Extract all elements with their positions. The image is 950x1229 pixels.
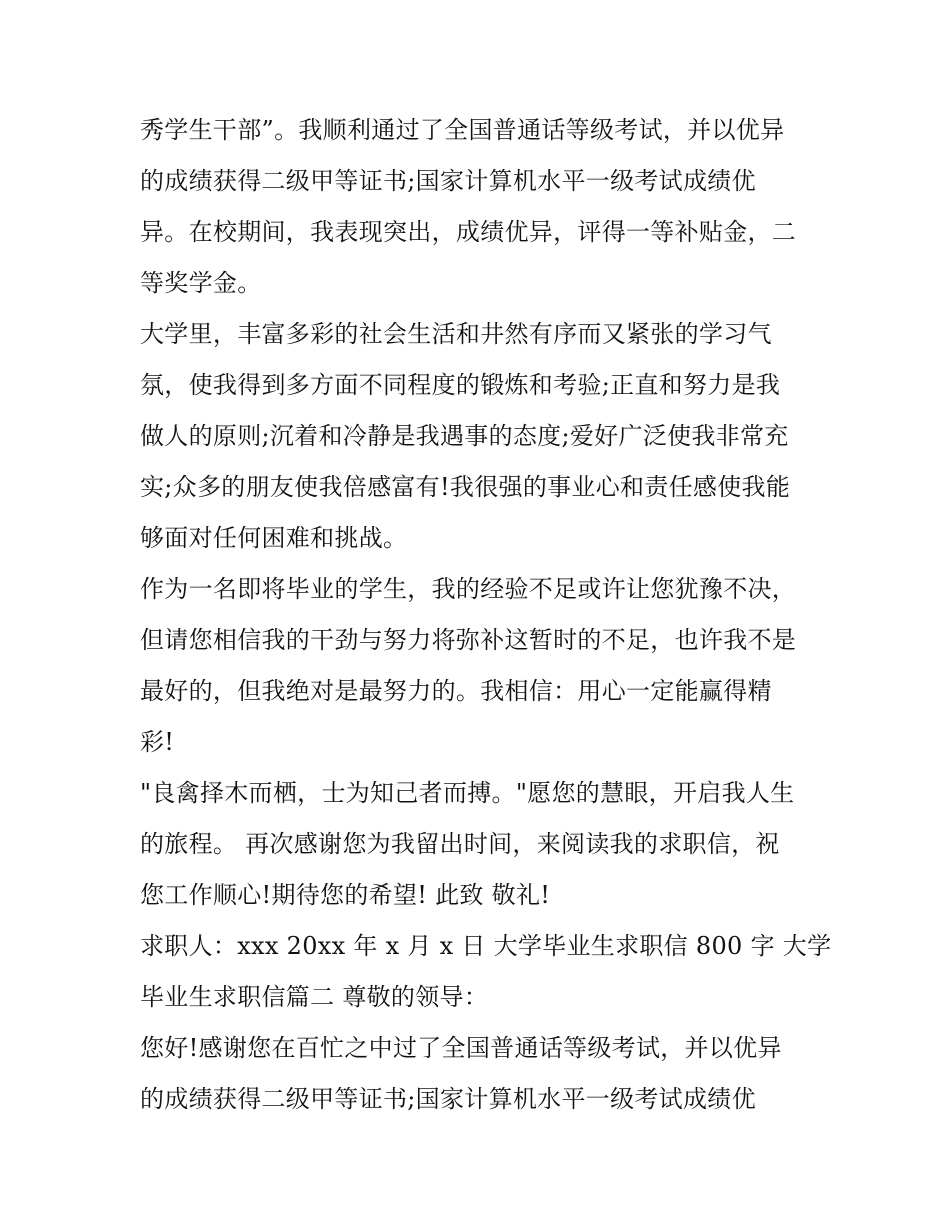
text-line: 但请您相信我的干劲与努力将弥补这暂时的不足，也许我不是 xyxy=(140,626,797,654)
text-line: 彩! xyxy=(140,728,175,756)
text-line: 您好!感谢您在百忙之中过了全国普通话等级考试，并以优异 xyxy=(140,1034,782,1062)
document-body xyxy=(140,105,832,1125)
text-line: 求职人：xxx 20xx 年 x 月 x 日 大学毕业生求职信 800 字 大学 xyxy=(140,932,832,960)
text-line: 做人的原则;沉着和冷静是我遇事的态度;爱好广泛使我非常充 xyxy=(140,422,789,450)
text-line: 的旅程。 再次感谢您为我留出时间，来阅读我的求职信，祝 xyxy=(140,830,780,858)
text-line: 异。在校期间，我表现突出，成绩优异，评得一等补贴金，二 xyxy=(140,218,797,246)
text-line: 实;众多的朋友使我倍感富有!我很强的事业心和责任感使我能 xyxy=(140,473,791,501)
text-line: "良禽择木而栖，士为知己者而搏。"愿您的慧眼，开启我人生 xyxy=(140,779,795,807)
text-line: 毕业生求职信篇二 尊敬的领导： xyxy=(140,983,489,1011)
text-line: 氛，使我得到多方面不同程度的锻炼和考验;正直和努力是我 xyxy=(140,371,781,399)
text-line: 您工作顺心!期待您的希望! 此致 敬礼! xyxy=(140,881,551,909)
text-line: 的成绩获得二级甲等证书;国家计算机水平一级考试成绩优 xyxy=(140,1085,756,1113)
text-line: 秀学生干部”。我顺利通过了全国普通话等级考试，并以优异 xyxy=(140,116,785,144)
text-line: 最好的，但我绝对是最努力的。我相信：用心一定能赢得精 xyxy=(140,677,772,705)
text-line: 大学里，丰富多彩的社会生活和井然有序而又紧张的学习气 xyxy=(140,320,772,348)
text-line: 等奖学金。 xyxy=(140,269,262,297)
text-line: 够面对任何困难和挑战。 xyxy=(140,524,408,552)
text-line: 的成绩获得二级甲等证书;国家计算机水平一级考试成绩优 xyxy=(140,167,756,195)
text-line: 作为一名即将毕业的学生，我的经验不足或许让您犹豫不决， xyxy=(140,575,797,603)
